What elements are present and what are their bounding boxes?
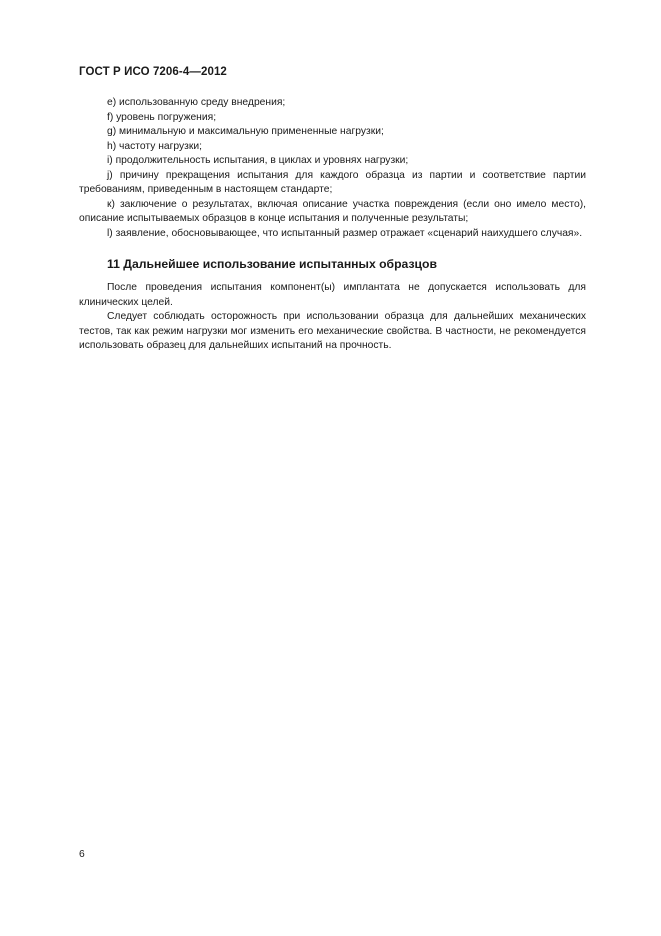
list-item-k: к) заключение о результатах, включая описание участка повреждения (если оно имело место), описание испытываемых образцов в конце испытания и полученные результаты; (79, 198, 586, 224)
document-header: ГОСТ Р ИСО 7206-4—2012 (79, 66, 227, 78)
list-item-g: g) минимальную и максимальную примененные нагрузки; (107, 126, 384, 137)
list-item-j: j) причину прекращения испытания для каждого образца из партии и соответствие партии требованиям, приведенным в настоящем стандарте; (79, 169, 586, 195)
list-item-i: i) продолжительность испытания, в циклах и уровнях нагрузки; (107, 155, 409, 166)
document-body (79, 96, 586, 354)
list-item-h: h) частоту нагрузки; (107, 140, 202, 152)
list-item-f: f) уровень погружения; (107, 111, 217, 123)
section-title: 11 Дальнейшее использование испытанных образцов (107, 257, 437, 271)
section-paragraph-2: Следует соблюдать осторожность при использовании образца для дальнейших механических тестов, так как режим нагрузки мог изменить его механические свойства. В частности, не рекомендуется использовать образец для дальнейших испытаний на прочность. (79, 311, 586, 351)
list-item-e: e) использованную среду внедрения; (107, 97, 286, 108)
section-paragraph-1: После проведения испытания компонент(ы) имплантата не допускается использовать для клинических целей. (79, 282, 586, 308)
page-number: 6 (79, 849, 85, 860)
list-item-l: l) заявление, обосновывающее, что испытанный размер отражает «сценарий наихудшего случая». (107, 227, 583, 239)
